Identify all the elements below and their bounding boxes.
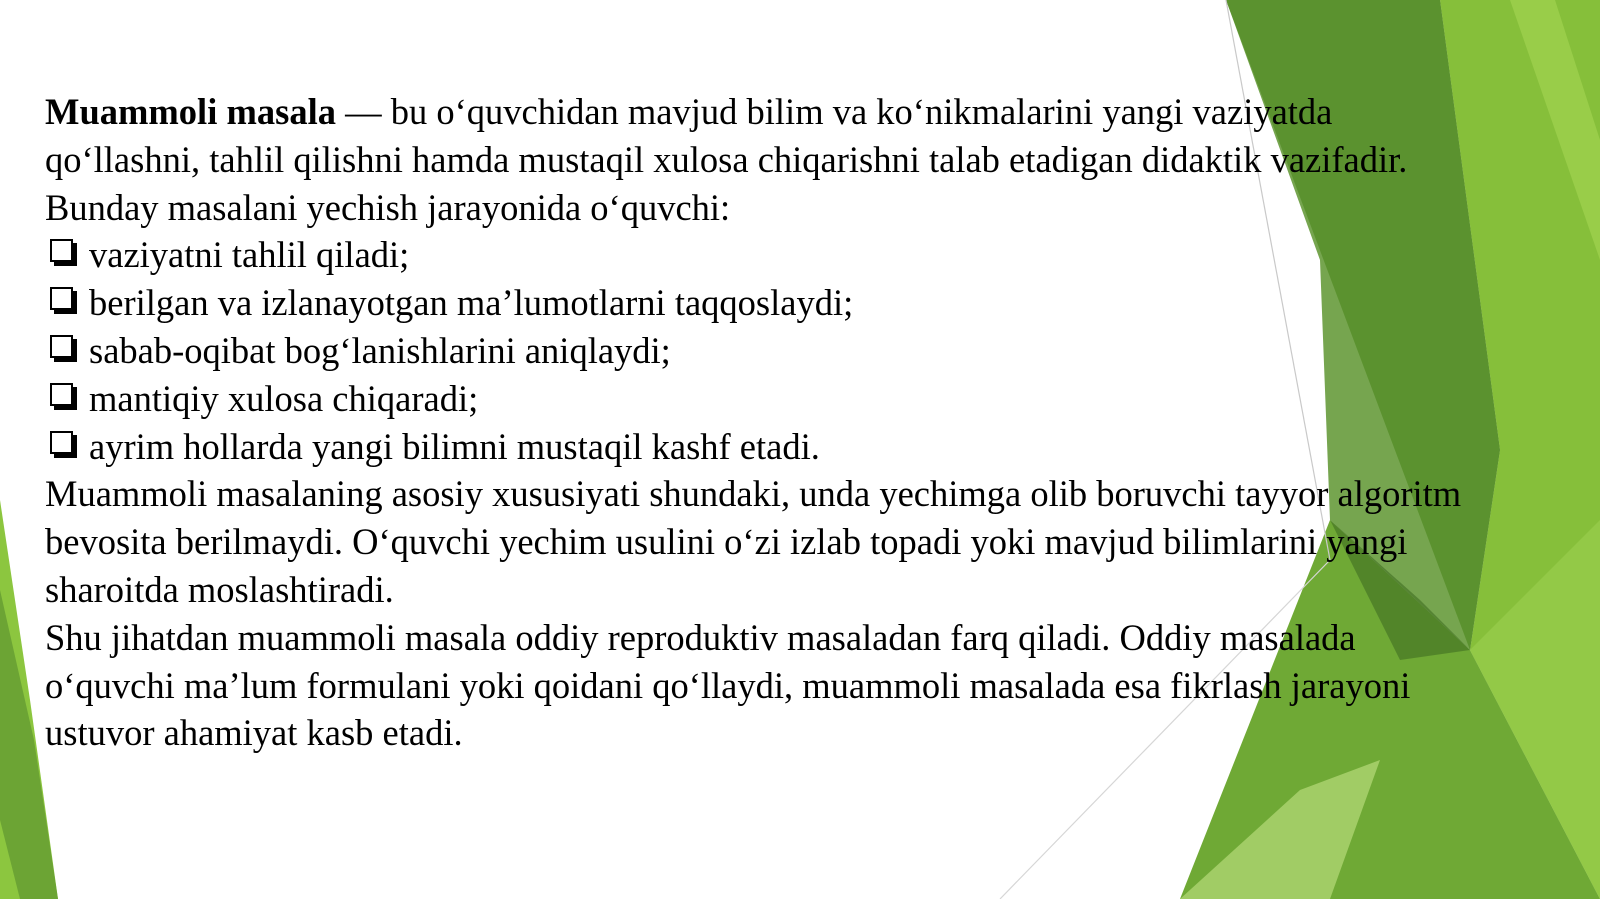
checkbox-bullet-icon: [45, 423, 89, 471]
list-item-text: mantiqiy xulosa chiqaradi;: [89, 377, 479, 419]
checkbox-bullet-icon: [45, 279, 89, 327]
list-item: [45, 279, 1485, 327]
list-intro: Bunday masalani yechish jarayonida o‘quvchi:: [45, 186, 731, 228]
list-item-text: sabab-oqibat bog‘lanishlarini aniqlaydi;: [89, 329, 671, 371]
slide-text-body: [45, 88, 1485, 757]
definition-text: — bu o‘quvchidan mavjud bilim va ko‘nikmalarini yangi vaziyatda qo‘llashni, tahlil qilishni hamda mustaqil xulosa chiqarishni talab etadigan didaktik vazifadir.: [45, 91, 1408, 180]
list-item-text: ayrim hollarda yangi bilimni mustaqil kashf etadi.: [89, 425, 820, 467]
list-item: [45, 231, 1485, 279]
list-item-text: berilgan va izlanayotgan ma’lumotlarni taqqoslaydi;: [89, 282, 854, 324]
comparison-paragraph: Shu jihatdan muammoli masala oddiy reproduktiv masaladan farq qiladi. Oddiy masalada o‘quvchi ma’lum formulani yoki qoidani qo‘llaydi, muammoli masalada esa fikrlash jarayoni ustuvor ahamiyat kasb etadi.: [45, 616, 1411, 754]
feature-paragraph: Muammoli masalaning asosiy xususiyati shundaki, unda yechimga olib boruvchi tayyor algoritm bevosita berilmaydi. O‘quvchi yechim usulini o‘zi izlab topadi yoki mavjud bilimlarini yangi sharoitda moslashtiradi.: [45, 473, 1462, 610]
bullet-list: [45, 231, 1485, 470]
checkbox-bullet-icon: [45, 327, 89, 375]
definition-paragraph: [45, 88, 1485, 184]
definition-term: Muammoli masala: [45, 91, 336, 132]
checkbox-bullet-icon: [45, 231, 89, 279]
list-item: [45, 327, 1485, 375]
list-item: [45, 375, 1485, 423]
checkbox-bullet-icon: [45, 375, 89, 423]
list-item-text: vaziyatni tahlil qiladi;: [89, 234, 410, 276]
list-item: [45, 423, 1485, 471]
